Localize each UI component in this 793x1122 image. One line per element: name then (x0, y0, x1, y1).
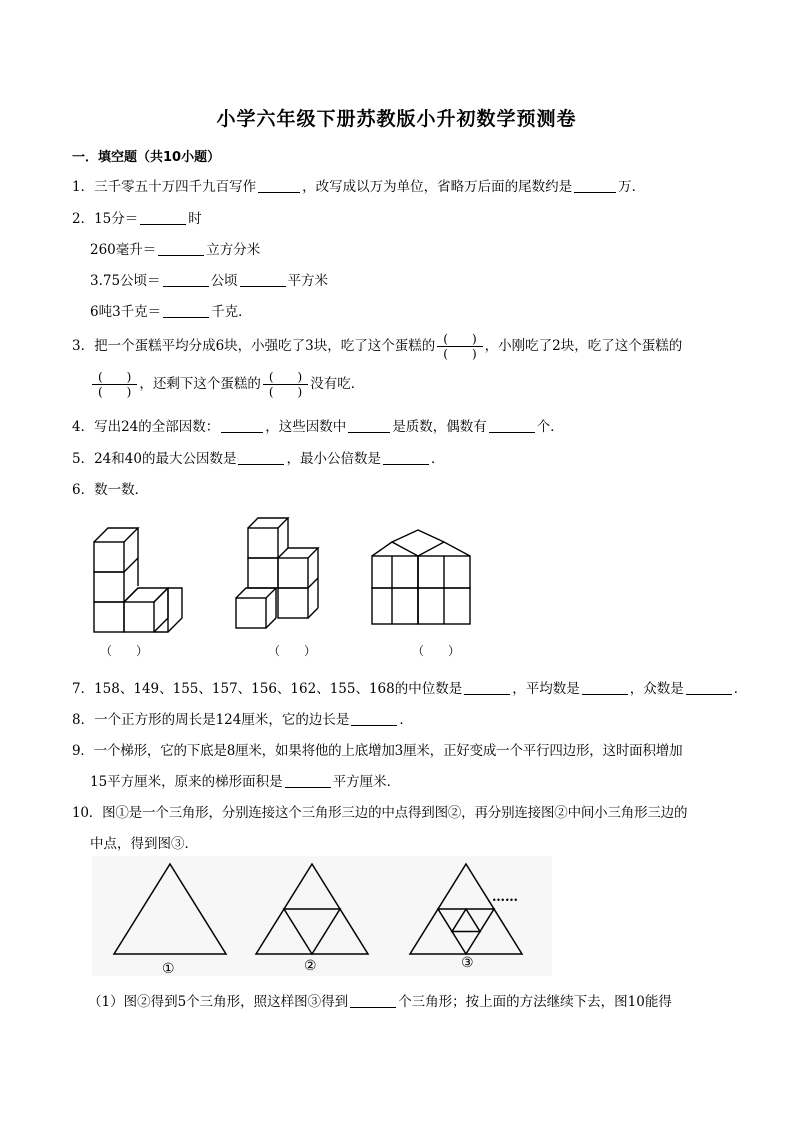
figure-label-2: ② (304, 958, 317, 974)
question-9-line-1: 9．一个梯形，它的下底是8厘米，如果将他的上底增加3厘米，正好变成一个平行四边形，这时面积增加 (72, 743, 683, 759)
cube-count-blank-1[interactable]: （ ） (100, 644, 149, 658)
question-3-line-1: 3．把一个蛋糕平均分成6块，小强吃了3块，吃了这个蛋糕的 $\frac{( )}{( )}$ ，小刚吃了2块，吃了这个蛋糕的 (72, 332, 683, 361)
answer-blank[interactable] (383, 451, 429, 465)
answer-blank[interactable] (140, 211, 186, 225)
cube-figure-1 (88, 515, 188, 639)
question-10-line-2: 中点，得到图③． (90, 836, 198, 852)
figure-label-1: ① (162, 961, 175, 977)
question-5: 5．24和40的最大公因数是 ，最小公倍数是 ． (72, 451, 445, 467)
fraction-blank[interactable]: $\frac{( )}{( )}$ (92, 370, 137, 399)
question-3-line-2: $\frac{( )}{( )}$ ，还剩下这个蛋糕的 $\frac{( )}{( )}$ 没有吃． (90, 364, 364, 404)
answer-blank[interactable] (258, 179, 300, 193)
ellipsis-dots: …… (492, 890, 518, 905)
cube-count-blank-2[interactable]: （ ） (268, 644, 317, 658)
cube-count-blank-3[interactable]: （ ） (412, 644, 461, 658)
answer-blank[interactable] (464, 681, 510, 695)
answer-blank[interactable] (285, 774, 331, 788)
answer-blank[interactable] (158, 242, 204, 256)
answer-blank[interactable] (489, 419, 535, 433)
question-8: 8．一个正方形的周长是124厘米，它的边长是 ． (72, 712, 413, 728)
question-10-sub-1: （1）图②得到5个三角形，照这样图③得到 个三角形；按上面的方法继续下去，图10能得 (88, 994, 672, 1010)
question-4: 4．写出24的全部因数： ，这些因数中 是质数，偶数有 个． (72, 419, 564, 435)
answer-blank[interactable] (221, 419, 263, 433)
answer-blank[interactable] (686, 681, 732, 695)
answer-blank[interactable] (163, 304, 209, 318)
cube-figure-2 (230, 512, 330, 636)
question-2-line-2: 260毫升＝ 立方分米 (90, 242, 261, 258)
answer-blank[interactable] (350, 994, 396, 1008)
figure-label-3: ③ (461, 955, 474, 971)
question-7: 7．158、149、155、157、156、162、155、168的中位数是 ，平均数是 ，众数是 ． (72, 681, 748, 697)
cube-figure-3 (366, 528, 476, 632)
triangle-figures (92, 856, 552, 980)
question-2-line-1: 2．15分＝ 时 (72, 211, 202, 227)
question-9-line-2: 15平方厘米，原来的梯形面积是 平方厘米． (90, 774, 401, 790)
section-heading: 一．填空题（共10小题） (72, 150, 221, 165)
question-6: 6．数一数． (72, 482, 149, 498)
answer-blank[interactable] (238, 451, 284, 465)
answer-blank[interactable] (351, 712, 397, 726)
answer-blank[interactable] (582, 681, 628, 695)
question-2-line-4: 6吨3千克＝ 千克． (90, 304, 252, 320)
answer-blank[interactable] (574, 179, 616, 193)
answer-blank[interactable] (163, 273, 209, 287)
question-1: 1．三千零五十万四千九百写作 ，改写成以万为单位，省略万后面的尾数约是 万． (72, 179, 646, 195)
answer-blank[interactable] (240, 273, 286, 287)
fraction-blank[interactable]: $\frac{( )}{( )}$ (263, 370, 308, 399)
question-10-line-1: 10．图①是一个三角形，分别连接这个三角形三边的中点得到图②，再分别连接图②中间小三角形三边的 (72, 805, 688, 821)
answer-blank[interactable] (348, 419, 390, 433)
question-2-line-3: 3.75公顷＝ 公顷 平方米 (90, 273, 329, 289)
fraction-blank[interactable]: $\frac{( )}{( )}$ (437, 332, 482, 361)
page-title: 小学六年级下册苏教版小升初数学预测卷 (216, 108, 577, 130)
